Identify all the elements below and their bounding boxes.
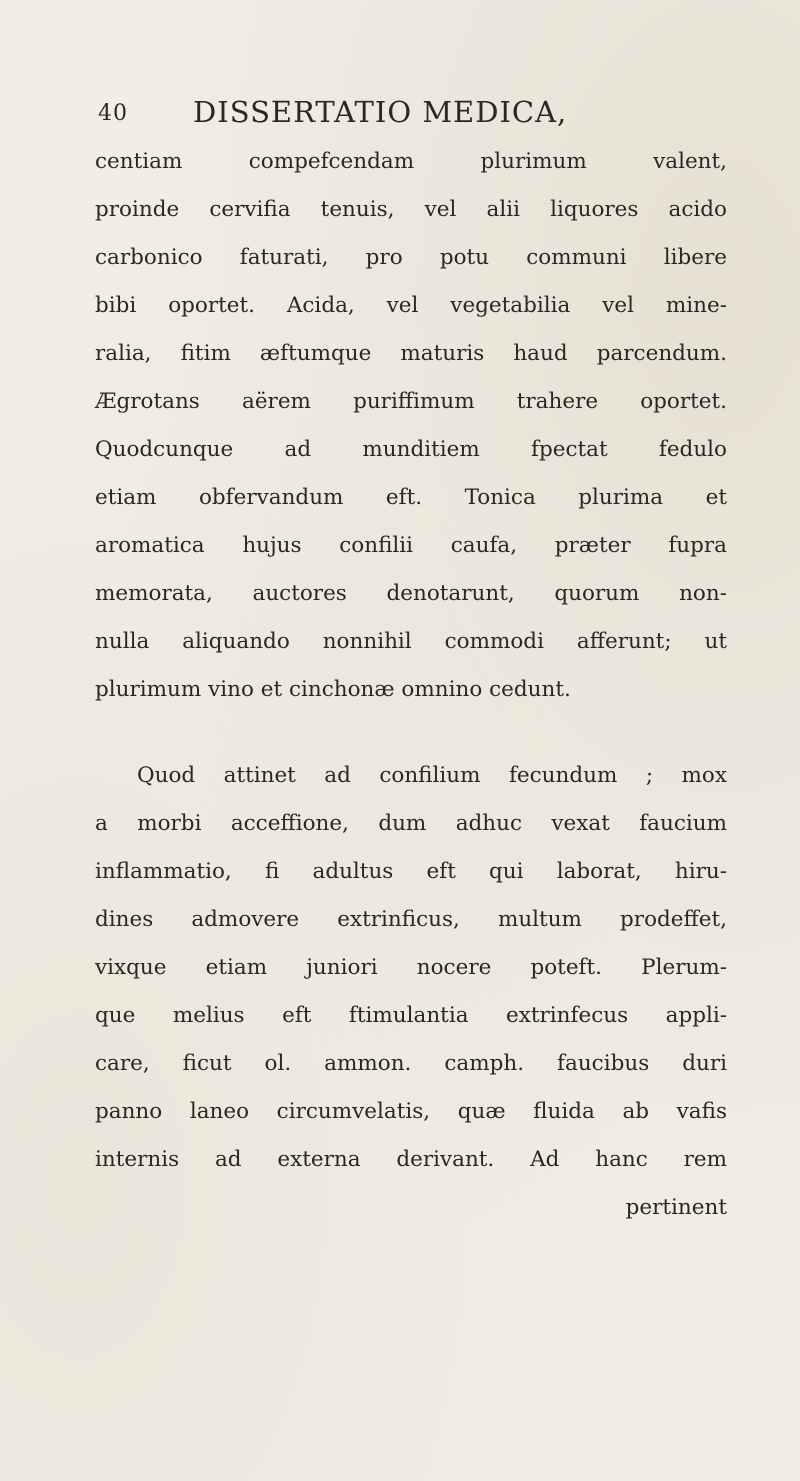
paragraph-1: [95, 138, 727, 714]
text-line: aromatica hujus confilii caufa, præter fupra: [95, 533, 727, 558]
catchword: pertinent: [625, 1195, 727, 1220]
text-line: internis ad externa derivant. Ad hanc rem: [95, 1147, 727, 1172]
text-line: vixque etiam juniori nocere poteft. Plerum-: [95, 955, 727, 980]
text-line: Quodcunque ad munditiem fpectat fedulo: [95, 437, 727, 462]
text-line: Ægrotans aërem puriffimum trahere oportet.: [95, 389, 727, 414]
text-line: ralia, fitim æftumque maturis haud parcendum.: [95, 341, 727, 366]
text-line: carbonico faturati, pro potu communi libere: [95, 245, 727, 270]
text-line: proinde cervifia tenuis, vel alii liquores acido: [95, 197, 727, 222]
text-line: centiam compefcendam plurimum valent,: [95, 149, 727, 174]
page-number: 40: [98, 101, 128, 126]
text-line: Quod attinet ad confilium fecundum ; mox: [137, 763, 727, 788]
paragraph-2: [95, 752, 727, 1184]
text-line: dines admovere extrinficus, multum prodeffet,: [95, 907, 727, 932]
running-title: DISSERTATIO MEDICA,: [193, 95, 568, 129]
page-header: [98, 95, 718, 135]
text-line: care, ficut ol. ammon. camph. faucibus duri: [95, 1051, 727, 1076]
text-line: etiam obfervandum eft. Tonica plurima et: [95, 485, 727, 510]
text-line: que melius eft ftimulantia extrinfecus appli-: [95, 1003, 727, 1028]
text-line: panno laneo circumvelatis, quæ fluida ab vafis: [95, 1099, 727, 1124]
body-text: [95, 138, 727, 1232]
text-line: memorata, auctores denotarunt, quorum non-: [95, 581, 727, 606]
text-line: nulla aliquando nonnihil commodi afferunt; ut: [95, 629, 727, 654]
paragraph-gap: [95, 714, 727, 752]
text-line: bibi oportet. Acida, vel vegetabilia vel mine-: [95, 293, 727, 318]
text-line: plurimum vino et cinchonæ omnino cedunt.: [95, 677, 571, 702]
text-line: a morbi acceffione, dum adhuc vexat faucium: [95, 811, 727, 836]
text-line: inflammatio, fi adultus eft qui laborat, hiru-: [95, 859, 727, 884]
